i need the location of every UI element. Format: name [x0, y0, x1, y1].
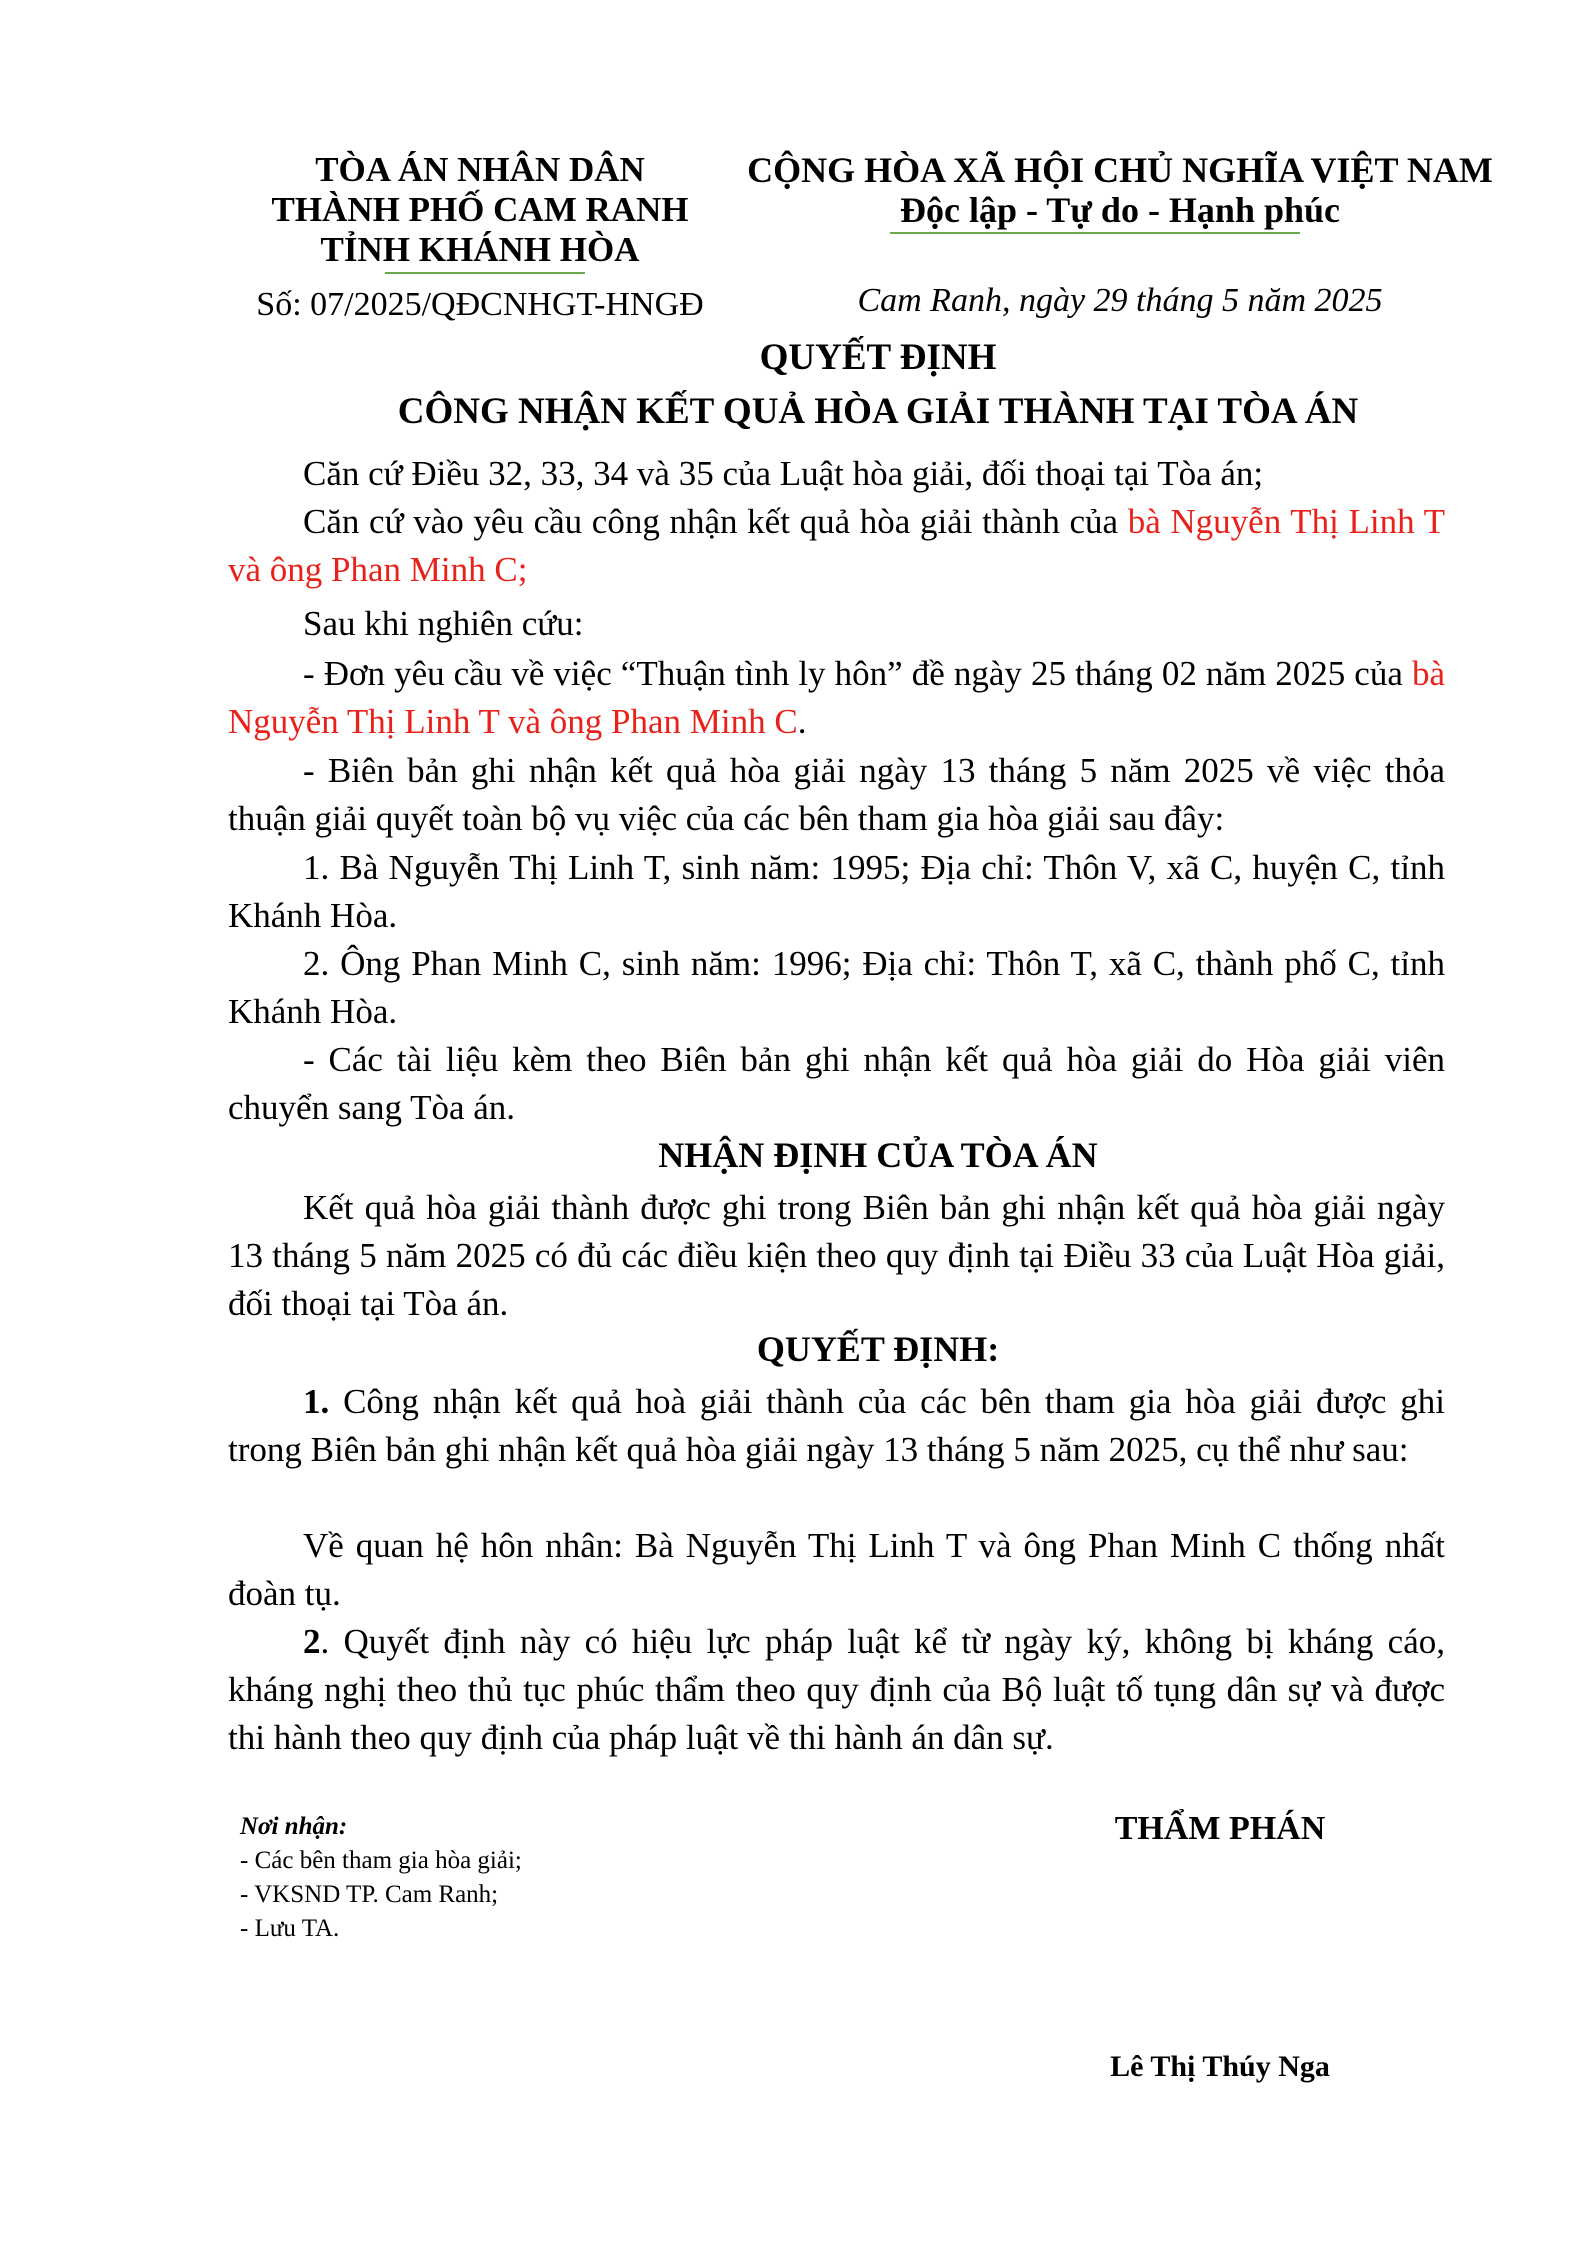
- document-subtitle: CÔNG NHẬN KẾT QUẢ HÒA GIẢI THÀNH TẠI TÒA ÁN: [397, 391, 1359, 432]
- decision-number: Số: 07/2025/QĐCNHGT-HNGĐ: [256, 286, 704, 323]
- court-header-underline: [385, 272, 585, 274]
- marriage-relation: Về quan hệ hôn nhân: Bà Nguyễn Thị Linh T và ông Phan Minh C thống nhất đoàn tụ.: [228, 1526, 1445, 1613]
- decision-item-2: 2. Quyết định này có hiệu lực pháp luật kể từ ngày ký, không bị kháng cáo, kháng nghị theo thủ tục phúc thẩm theo quy định của Bộ luật tố tụng dân sự và được thi hành theo quy định của pháp luật về thi hành án dân sự.: [228, 1622, 1445, 1757]
- party-1: 1. Bà Nguyễn Thị Linh T, sinh năm: 1995; Địa chỉ: Thôn V, xã C, huyện C, tỉnh Khánh Hòa.: [228, 848, 1445, 935]
- court-name-line1: TÒA ÁN NHÂN DÂN: [315, 150, 645, 189]
- place-date: Cam Ranh, ngày 29 tháng 5 năm 2025: [857, 282, 1383, 319]
- attached-documents: - Các tài liệu kèm theo Biên bản ghi nhận kết quả hòa giải do Hòa giải viên chuyển sang Tòa án.: [228, 1040, 1445, 1127]
- basis-paragraph-1: Căn cứ Điều 32, 33, 34 và 35 của Luật hòa giải, đối thoại tại Tòa án;: [303, 454, 1264, 493]
- recipient-item: - VKSND TP. Cam Ranh;: [240, 1881, 499, 1908]
- party-names: bà Nguyễn Thị Linh T và ông Phan Minh C;: [228, 502, 1445, 589]
- judge-title: THẨM PHÁN: [1114, 1810, 1326, 1847]
- recipient-item: - Các bên tham gia hòa giải;: [240, 1847, 522, 1874]
- party-2: 2. Ông Phan Minh C, sinh năm: 1996; Địa chỉ: Thôn T, xã C, thành phố C, tỉnh Khánh Hòa.: [228, 944, 1445, 1031]
- basis-paragraph-5: - Biên bản ghi nhận kết quả hòa giải ngày 13 tháng 5 năm 2025 về việc thỏa thuận giải quyết toàn bộ vụ việc của các bên tham gia hòa giải sau đây:: [228, 751, 1445, 838]
- court-name-line2: THÀNH PHỐ CAM RANH: [271, 190, 689, 229]
- motto-underline: [890, 232, 1300, 234]
- recipients-title: Nơi nhận:: [240, 1813, 348, 1840]
- assessment-text: Kết quả hòa giải thành được ghi trong Biên bản ghi nhận kết quả hòa giải ngày 13 tháng 5 năm 2025 có đủ các điều kiện theo quy định tại Điều 33 của Luật Hòa giải, đối thoại tại Tòa án.: [228, 1188, 1445, 1323]
- judge-name: Lê Thị Thúy Nga: [1110, 2050, 1330, 2083]
- basis-paragraph-4: - Đơn yêu cầu về việc “Thuận tình ly hôn” đề ngày 25 tháng 02 năm 2025 của bà Nguyễn Thị Linh T và ông Phan Minh C.: [228, 654, 1445, 741]
- document-title: QUYẾT ĐỊNH: [759, 337, 997, 378]
- national-title: CỘNG HÒA XÃ HỘI CHỦ NGHĨA VIỆT NAM: [747, 150, 1493, 190]
- national-header: [740, 150, 1500, 230]
- basis-paragraph-3: Sau khi nghiên cứu:: [303, 604, 584, 643]
- decision-item-1: 1. Công nhận kết quả hoà giải thành của các bên tham gia hòa giải được ghi trong Biên bản ghi nhận kết quả hòa giải ngày 13 tháng 5 năm 2025, cụ thể như sau:: [228, 1382, 1445, 1469]
- court-header: [225, 150, 735, 270]
- national-motto: Độc lập - Tự do - Hạnh phúc: [899, 190, 1341, 230]
- decision-heading: QUYẾT ĐỊNH:: [756, 1329, 1000, 1369]
- recipient-item: - Lưu TA.: [240, 1915, 340, 1942]
- basis-paragraph-2: Căn cứ vào yêu cầu công nhận kết quả hòa giải thành của bà Nguyễn Thị Linh T và ông Phan Minh C;: [228, 502, 1445, 589]
- court-name-line3: TỈNH KHÁNH HÒA: [320, 230, 640, 269]
- recipients-block: [240, 1810, 522, 1946]
- assessment-heading: NHẬN ĐỊNH CỦA TÒA ÁN: [658, 1135, 1098, 1175]
- party-names: bà Nguyễn Thị Linh T và ông Phan Minh C: [228, 654, 1445, 741]
